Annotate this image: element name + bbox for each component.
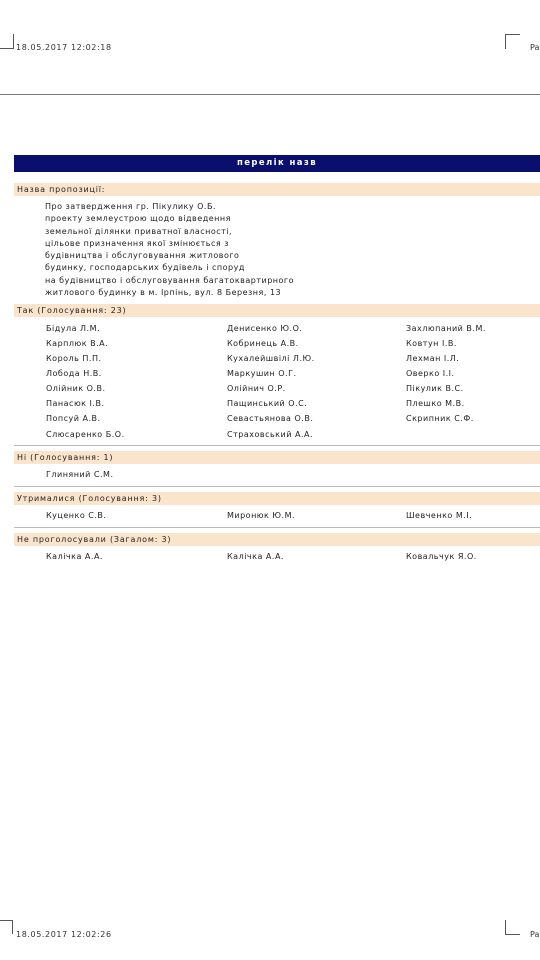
voter-name: Калічка А.А. [46, 552, 103, 561]
voter-name: Кухалейшвілі Л.Ю. [227, 354, 315, 363]
voter-name: Кобринець А.В. [227, 339, 299, 348]
separator-line [0, 94, 540, 95]
voter-name: Глиняний С.М. [46, 470, 114, 479]
voter-name: Карплюк В.А. [46, 339, 109, 348]
section-divider [14, 486, 540, 487]
voter-name: Олійнич О.Р. [227, 384, 286, 393]
voter-name: Слюсаренко Б.О. [46, 430, 125, 439]
voter-name: Миронюк Ю.М. [227, 511, 296, 520]
corner-mark-top-right [505, 34, 520, 49]
document-title: перелік назв [14, 155, 540, 172]
voter-name: Лобода Н.В. [46, 369, 102, 378]
no-votes-heading: Ні (Голосування: 1) [14, 451, 540, 464]
voter-name: Попсуй А.В. [46, 414, 101, 423]
print-timestamp-bottom: 18.05.2017 12:02:26 [16, 930, 112, 939]
proposal-heading: Назва пропозиції: [14, 183, 540, 196]
voter-name: Ковтун І.В. [406, 339, 457, 348]
voter-name: Севастьянова О.В. [227, 414, 314, 423]
voter-name: Денисенко Ю.О. [227, 324, 303, 333]
voter-name: Плешко М.В. [406, 399, 465, 408]
proposal-line: будівництва і обслуговування житлового [45, 251, 240, 261]
section-divider [14, 527, 540, 528]
proposal-line: будинку, господарських будівель і споруд [45, 263, 245, 273]
voter-name: Шевченко М.І. [406, 511, 473, 520]
corner-mark-top-left [0, 34, 14, 49]
voter-name: Куценко С.В. [46, 511, 107, 520]
section-divider [14, 445, 540, 446]
proposal-line: цільове призначення якої змінюється з [45, 238, 229, 248]
voter-name: Пікулик В.С. [406, 384, 464, 393]
voter-name: Калічка А.А. [227, 552, 284, 561]
voter-name: Страховський А.А. [227, 430, 313, 439]
voter-name: Лехман І.Л. [406, 354, 460, 363]
yes-votes-heading: Так (Голосування: 23) [14, 304, 540, 317]
page-label-bottom: Pa [530, 930, 540, 939]
proposal-line: проекту землеустрою щодо відведення [45, 214, 231, 224]
page-label-top: Pa [530, 43, 540, 52]
voter-name: Захлюпаний В.М. [406, 324, 486, 333]
abstained-heading: Утрималися (Голосування: 3) [14, 492, 540, 505]
print-timestamp-top: 18.05.2017 12:02:18 [16, 43, 112, 52]
corner-mark-bottom-right [505, 920, 520, 935]
voter-name: Оверко І.І. [406, 369, 455, 378]
proposal-line: земельної ділянки приватної власності, [45, 226, 233, 236]
not-voted-heading: Не проголосували (Загалом: 3) [14, 533, 540, 546]
voter-name: Бідула Л.М. [46, 324, 101, 333]
voter-name: Король П.П. [46, 354, 102, 363]
proposal-text [45, 201, 375, 299]
voter-name: Ковальчук Я.О. [406, 552, 477, 561]
proposal-line: Про затвердження гр. Пікулику О.Б. [45, 202, 217, 211]
voter-name: Панасюк І.В. [46, 399, 105, 408]
corner-mark-bottom-left [0, 920, 13, 934]
proposal-line: житлового будинку в м. Ірпінь, вул. 8 Березня, 13 [45, 288, 282, 298]
voter-name: Олійник О.В. [46, 384, 106, 393]
voter-name: Скрипник С.Ф. [406, 414, 474, 423]
proposal-line: на будівництво і обслуговування багатоквартирного [45, 275, 295, 285]
voter-name: Пащинський О.С. [227, 399, 308, 408]
voter-name: Маркушин О.Г. [227, 369, 297, 378]
